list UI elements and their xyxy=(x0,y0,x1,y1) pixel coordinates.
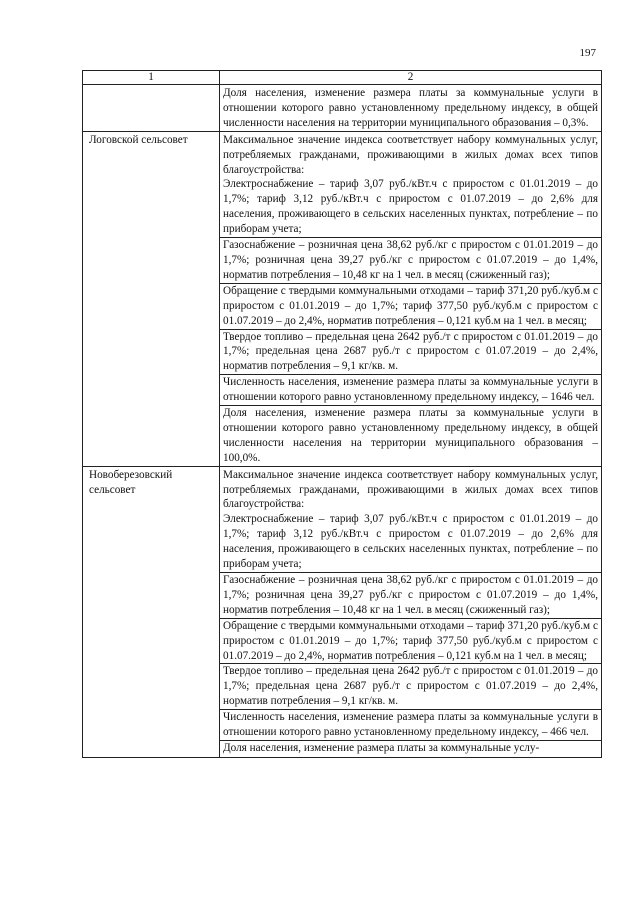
tariff-block xyxy=(220,741,601,757)
fuel-text: Твердое топливо – предельная цена 2642 руб./т с приростом с 01.01.2019 – до 1,7%; предельная цена 2687 руб./т с приростом с 01.07.2019 – до 2,4%, норматив потребления – 9,1 кг/кв. м. xyxy=(223,665,598,708)
gas-text: Газоснабжение – розничная цена 38,62 руб./кг с приростом с 01.01.2019 – до 1,7%; розничная цена 39,27 руб./кг с приростом с 01.07.2019 – до 1,4%, норматив потребления – 10,48 кг на 1 чел. в месяц (сжиженный газ); xyxy=(223,574,598,616)
municipality-cell xyxy=(83,85,220,132)
tariff-block xyxy=(220,710,601,741)
waste-text: Обращение с твердыми коммунальными отходами – тариф 371,20 руб./куб.м с приростом с 01.01.2019 – до 1,7%; тариф 377,50 руб./куб.м с приростом с 01.07.2019 – до 2,4%, норматив потребления – 0,121 куб.м на 1 чел. в месяц; xyxy=(223,284,598,327)
tariff-block xyxy=(220,330,601,376)
table-row xyxy=(83,131,602,466)
tariff-block xyxy=(220,619,601,665)
population-text: Численность населения, изменение размера платы за коммунальные услуги в отношении которого равно установленному предельному индексу, – 1646 чел. xyxy=(223,376,598,404)
tariff-block xyxy=(220,375,601,406)
page-number: 197 xyxy=(579,47,596,59)
max-index-text: Максимальное значение индекса соответствует набору коммунальных услуг, потребляемых гражданами, проживающими в жилых домах всех типов благоустройства: xyxy=(223,468,598,511)
fuel-text: Твердое топливо – предельная цена 2642 руб./т с приростом с 01.01.2019 – до 1,7%; предельная цена 2687 руб./т с приростом с 01.07.2019 – до 2,4%, норматив потребления – 9,1 кг/кв. м. xyxy=(223,330,598,373)
waste-text: Обращение с твердыми коммунальными отходами – тариф 371,20 руб./куб.м с приростом с 01.01.2019 – до 1,7%; тариф 377,50 руб./куб.м с приростом с 01.07.2019 – до 2,4%, норматив потребления – 0,121 куб.м на 1 чел. в месяц; xyxy=(223,619,598,662)
details-cell xyxy=(220,131,602,466)
max-index-text: Максимальное значение индекса соответствует набору коммунальных услуг, потребляемых гражданами, проживающими в жилых домах всех типов благоустройства: xyxy=(223,133,598,176)
gas-text: Газоснабжение – розничная цена 38,62 руб./кг с приростом с 01.01.2019 – до 1,7%; розничная цена 39,27 руб./кг с приростом с 01.07.2019 – до 1,4%, норматив потребления – 10,48 кг на 1 чел. в месяц (сжиженный газ); xyxy=(223,239,598,281)
population-text: Численность населения, изменение размера платы за коммунальные услуги в отношении которого равно установленному предельному индексу, – 466 чел. xyxy=(223,711,598,739)
tariff-block xyxy=(220,664,601,710)
tariff-block xyxy=(220,573,601,619)
tariff-table xyxy=(82,70,602,758)
tariff-block xyxy=(220,238,601,284)
municipality-name: Новоберезовский сельсовет xyxy=(83,466,220,757)
header-col-2: 2 xyxy=(220,71,602,85)
details-cell xyxy=(220,85,602,132)
table-header-row xyxy=(83,71,602,85)
tariff-block xyxy=(220,133,601,238)
population-share-text: Доля населения, изменение размера платы за коммунальные услуги в отношении которого равно установленному предельному индексу, в общей численности населения на территории муниципального образования – 100,0%. xyxy=(223,407,598,464)
table-row xyxy=(83,85,602,132)
municipality-name: Логовской сельсовет xyxy=(83,131,220,466)
electricity-text: Электроснабжение – тариф 3,07 руб./кВт.ч с приростом с 01.01.2019 – до 1,7%; тариф 3,12 руб./кВт.ч с приростом с 01.07.2019 – до 2,6% для населения, проживающего в сельских населенных пунктах, потребление – по приборам учета; xyxy=(223,513,598,571)
table-row xyxy=(83,466,602,757)
details-cell xyxy=(220,466,602,757)
header-col-1: 1 xyxy=(83,71,220,85)
population-share-text: Доля населения, изменение размера платы за коммунальные услу- xyxy=(223,741,540,754)
tariff-block xyxy=(220,468,601,573)
electricity-text: Электроснабжение – тариф 3,07 руб./кВт.ч с приростом с 01.01.2019 – до 1,7%; тариф 3,12 руб./кВт.ч с приростом с 01.07.2019 – до 2,6% для населения, проживающего в сельских населенных пунктах, потребление – по приборам учета; xyxy=(223,178,598,236)
tariff-block xyxy=(220,406,601,466)
population-share-text: Доля населения, изменение размера платы за коммунальные услуги в отношении которого равно установленному предельному индексу, в общей численности населения на территории муниципального образования – 0,3%. xyxy=(223,87,598,129)
tariff-block xyxy=(220,284,601,330)
